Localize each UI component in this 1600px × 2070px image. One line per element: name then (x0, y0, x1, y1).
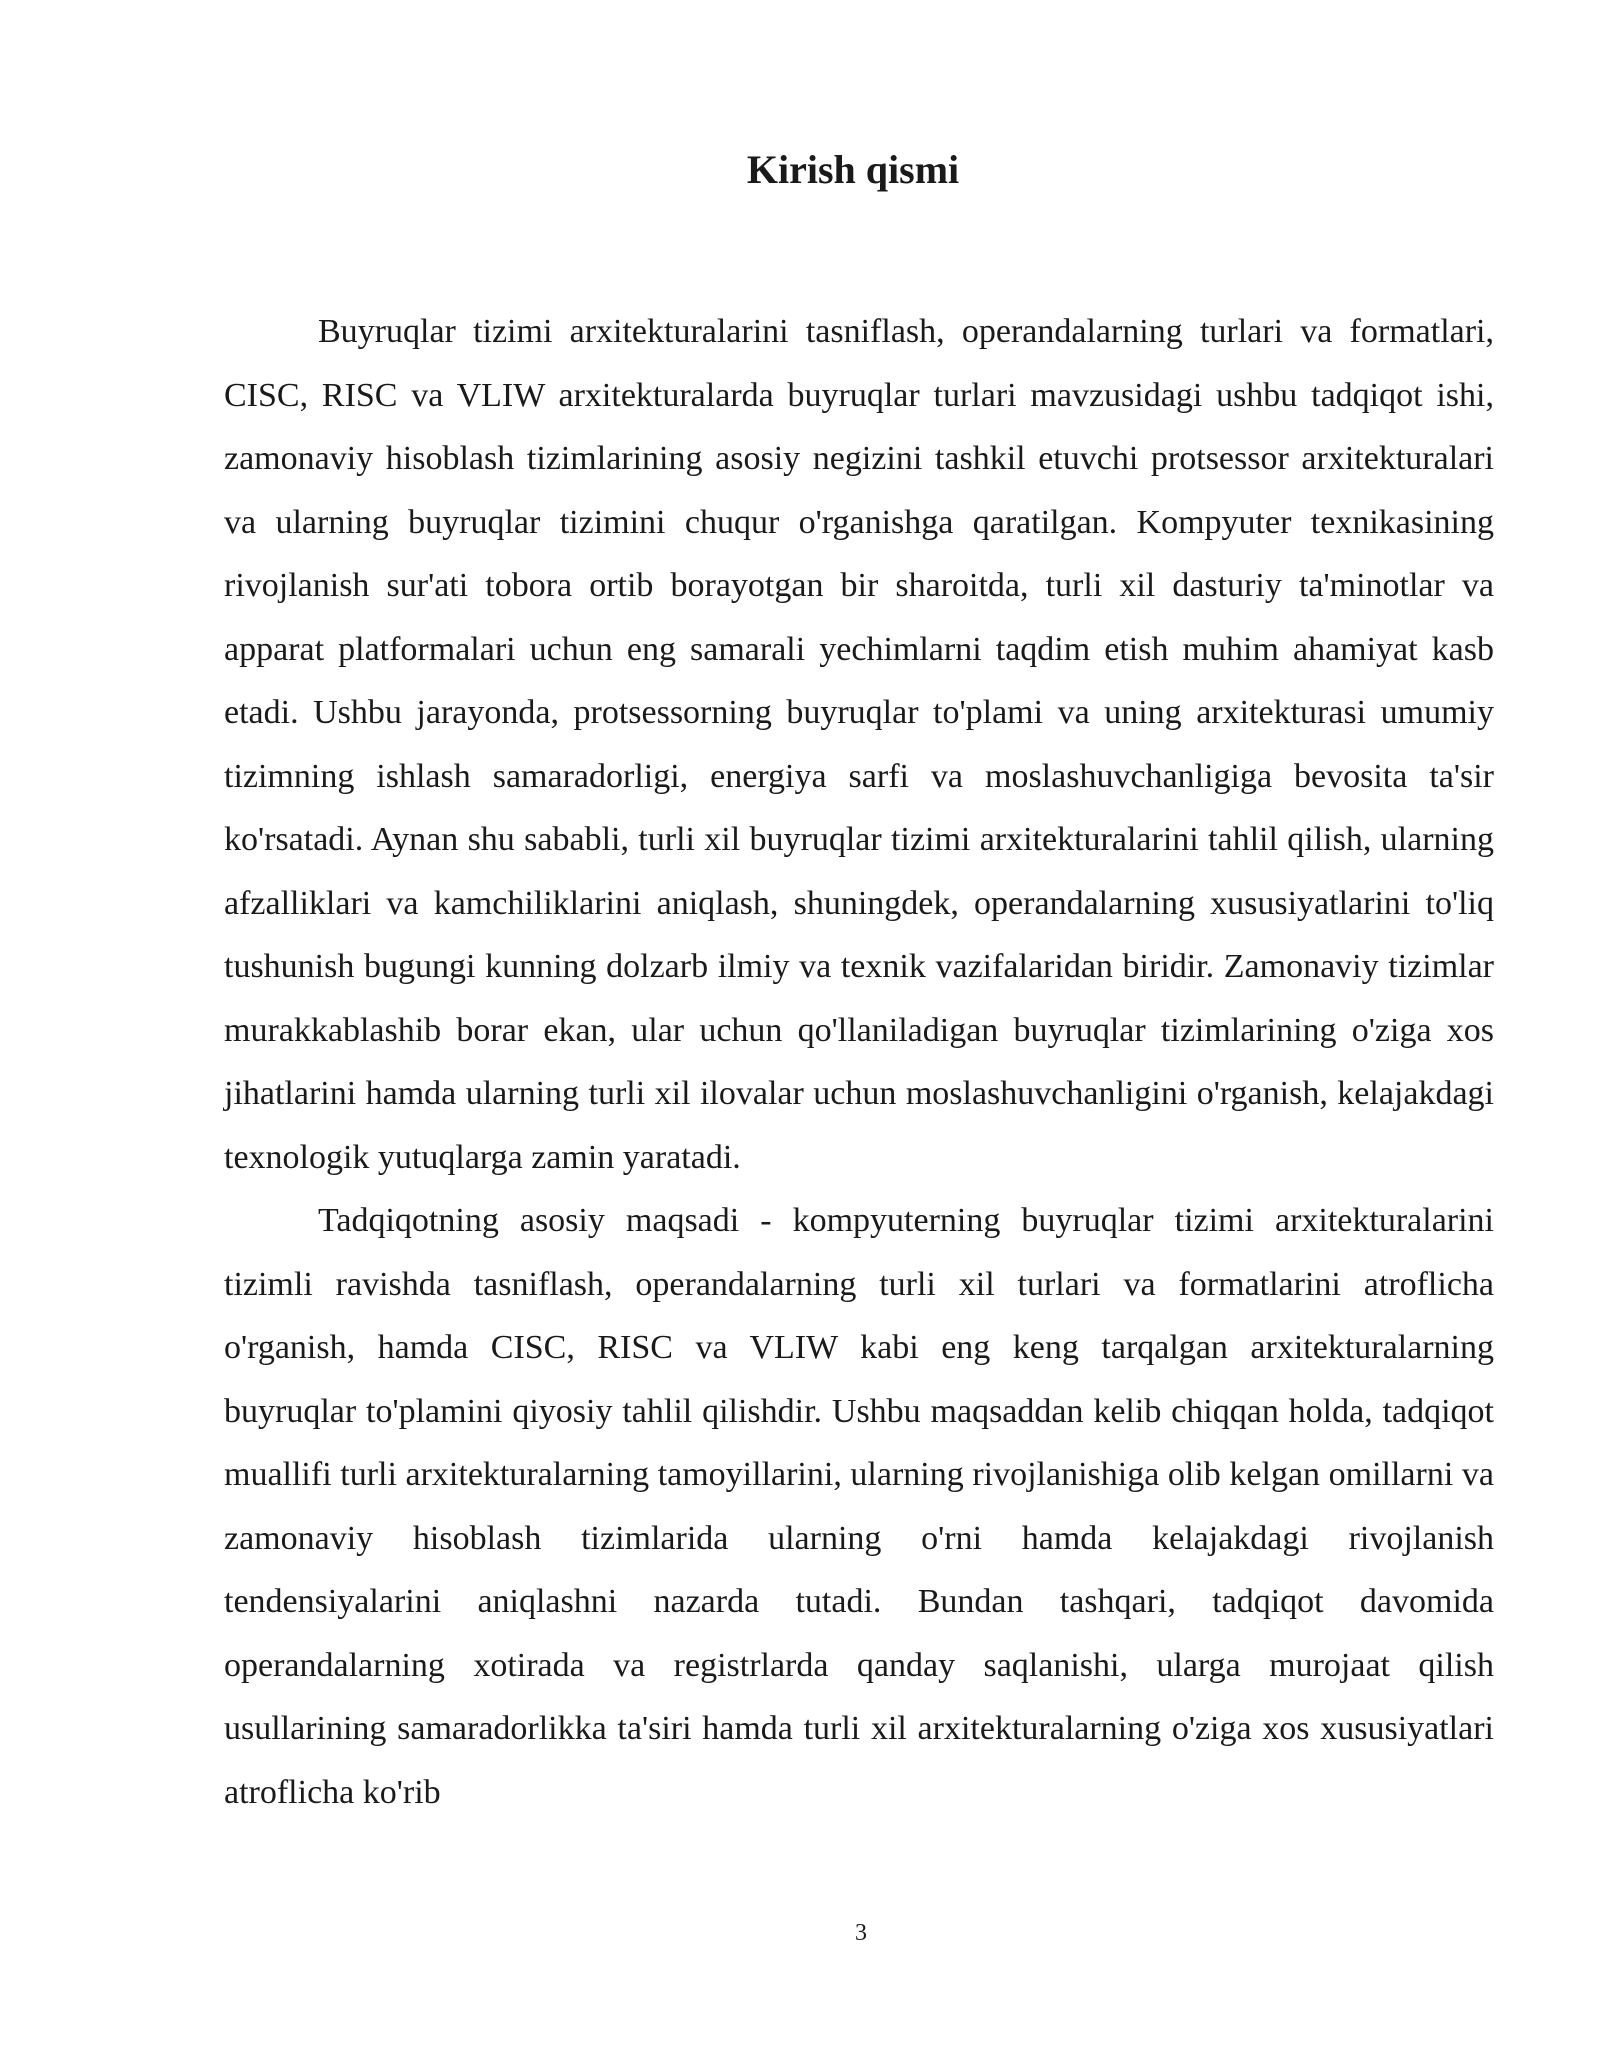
paragraph-1: Buyruqlar tizimi arxitekturalarini tasniflash, operandalarning turlari va formatlari, CISC, RISC va VLIW arxitekturalarda buyruqlar turlari mavzusidagi ushbu tadqiqot ishi, zamonaviy hisoblash tizimlarining asosiy negizini tashkil etuvchi protsessor arxitekturalari va ularning buyruqlar tizimini chuqur o'rganishga qaratilgan. Kompyuter texnikasining rivojlanish sur'ati tobora ortib borayotgan bir sharoitda, turli xil dasturiy ta'minotlar va apparat platformalari uchun eng samarali yechimlarni taqdim etish muhim ahamiyat kasb etadi. Ushbu jarayonda, protsessorning buyruqlar to'plami va uning arxitekturasi umumiy tizimning ishlash samaradorligi, energiya sarfi va moslashuvchanligiga bevosita ta'sir ko'rsatadi. Aynan shu sababli, turli xil buyruqlar tizimi arxitekturalarini tahlil qilish, ularning afzalliklari va kamchiliklarini aniqlash, shuningdek, operandalarning xususiyatlarini to'liq tushunish bugungi kunning dolzarb ilmiy va texnik vazifalaridan biridir. Zamonaviy tizimlar murakkablashib borar ekan, ular uchun qo'llaniladigan buyruqlar tizimlarining o'ziga xos jihatlarini hamda ularning turli xil ilovalar uchun moslashuvchanligini o'rganish, kelajakdagi texnologik yutuqlarga zamin yaratadi. (224, 313, 1494, 1176)
paragraph-2: Tadqiqotning asosiy maqsadi - kompyuterning buyruqlar tizimi arxitekturalarini tizimli ravishda tasniflash, operandalarning turli xil turlari va formatlarini atroflicha o'rganish, hamda CISC, RISC va VLIW kabi eng keng tarqalgan arxitekturalarning buyruqlar to'plamini qiyosiy tahlil qilishdir. Ushbu maqsaddan kelib chiqqan holda, tadqiqot muallifi turli arxitekturalarning tamoyillarini, ularning rivojlanishiga olib kelgan omillarni va zamonaviy hisoblash tizimlarida ularning o'rni hamda kelajakdagi rivojlanish tendensiyalarini aniqlashni nazarda tutadi. Bundan tashqari, tadqiqot davomida operandalarning xotirada va registrlarda qanday saqlanishi, ularga murojaat qilish usullarining samaradorlikka ta'siri hamda turli xil arxitekturalarning o'ziga xos xususiyatlari atroflicha ko'rib (224, 1202, 1494, 1811)
page-number: 3 (855, 1920, 867, 1946)
body-text (224, 300, 1494, 1824)
page-title: Kirish qismi (746, 147, 960, 192)
